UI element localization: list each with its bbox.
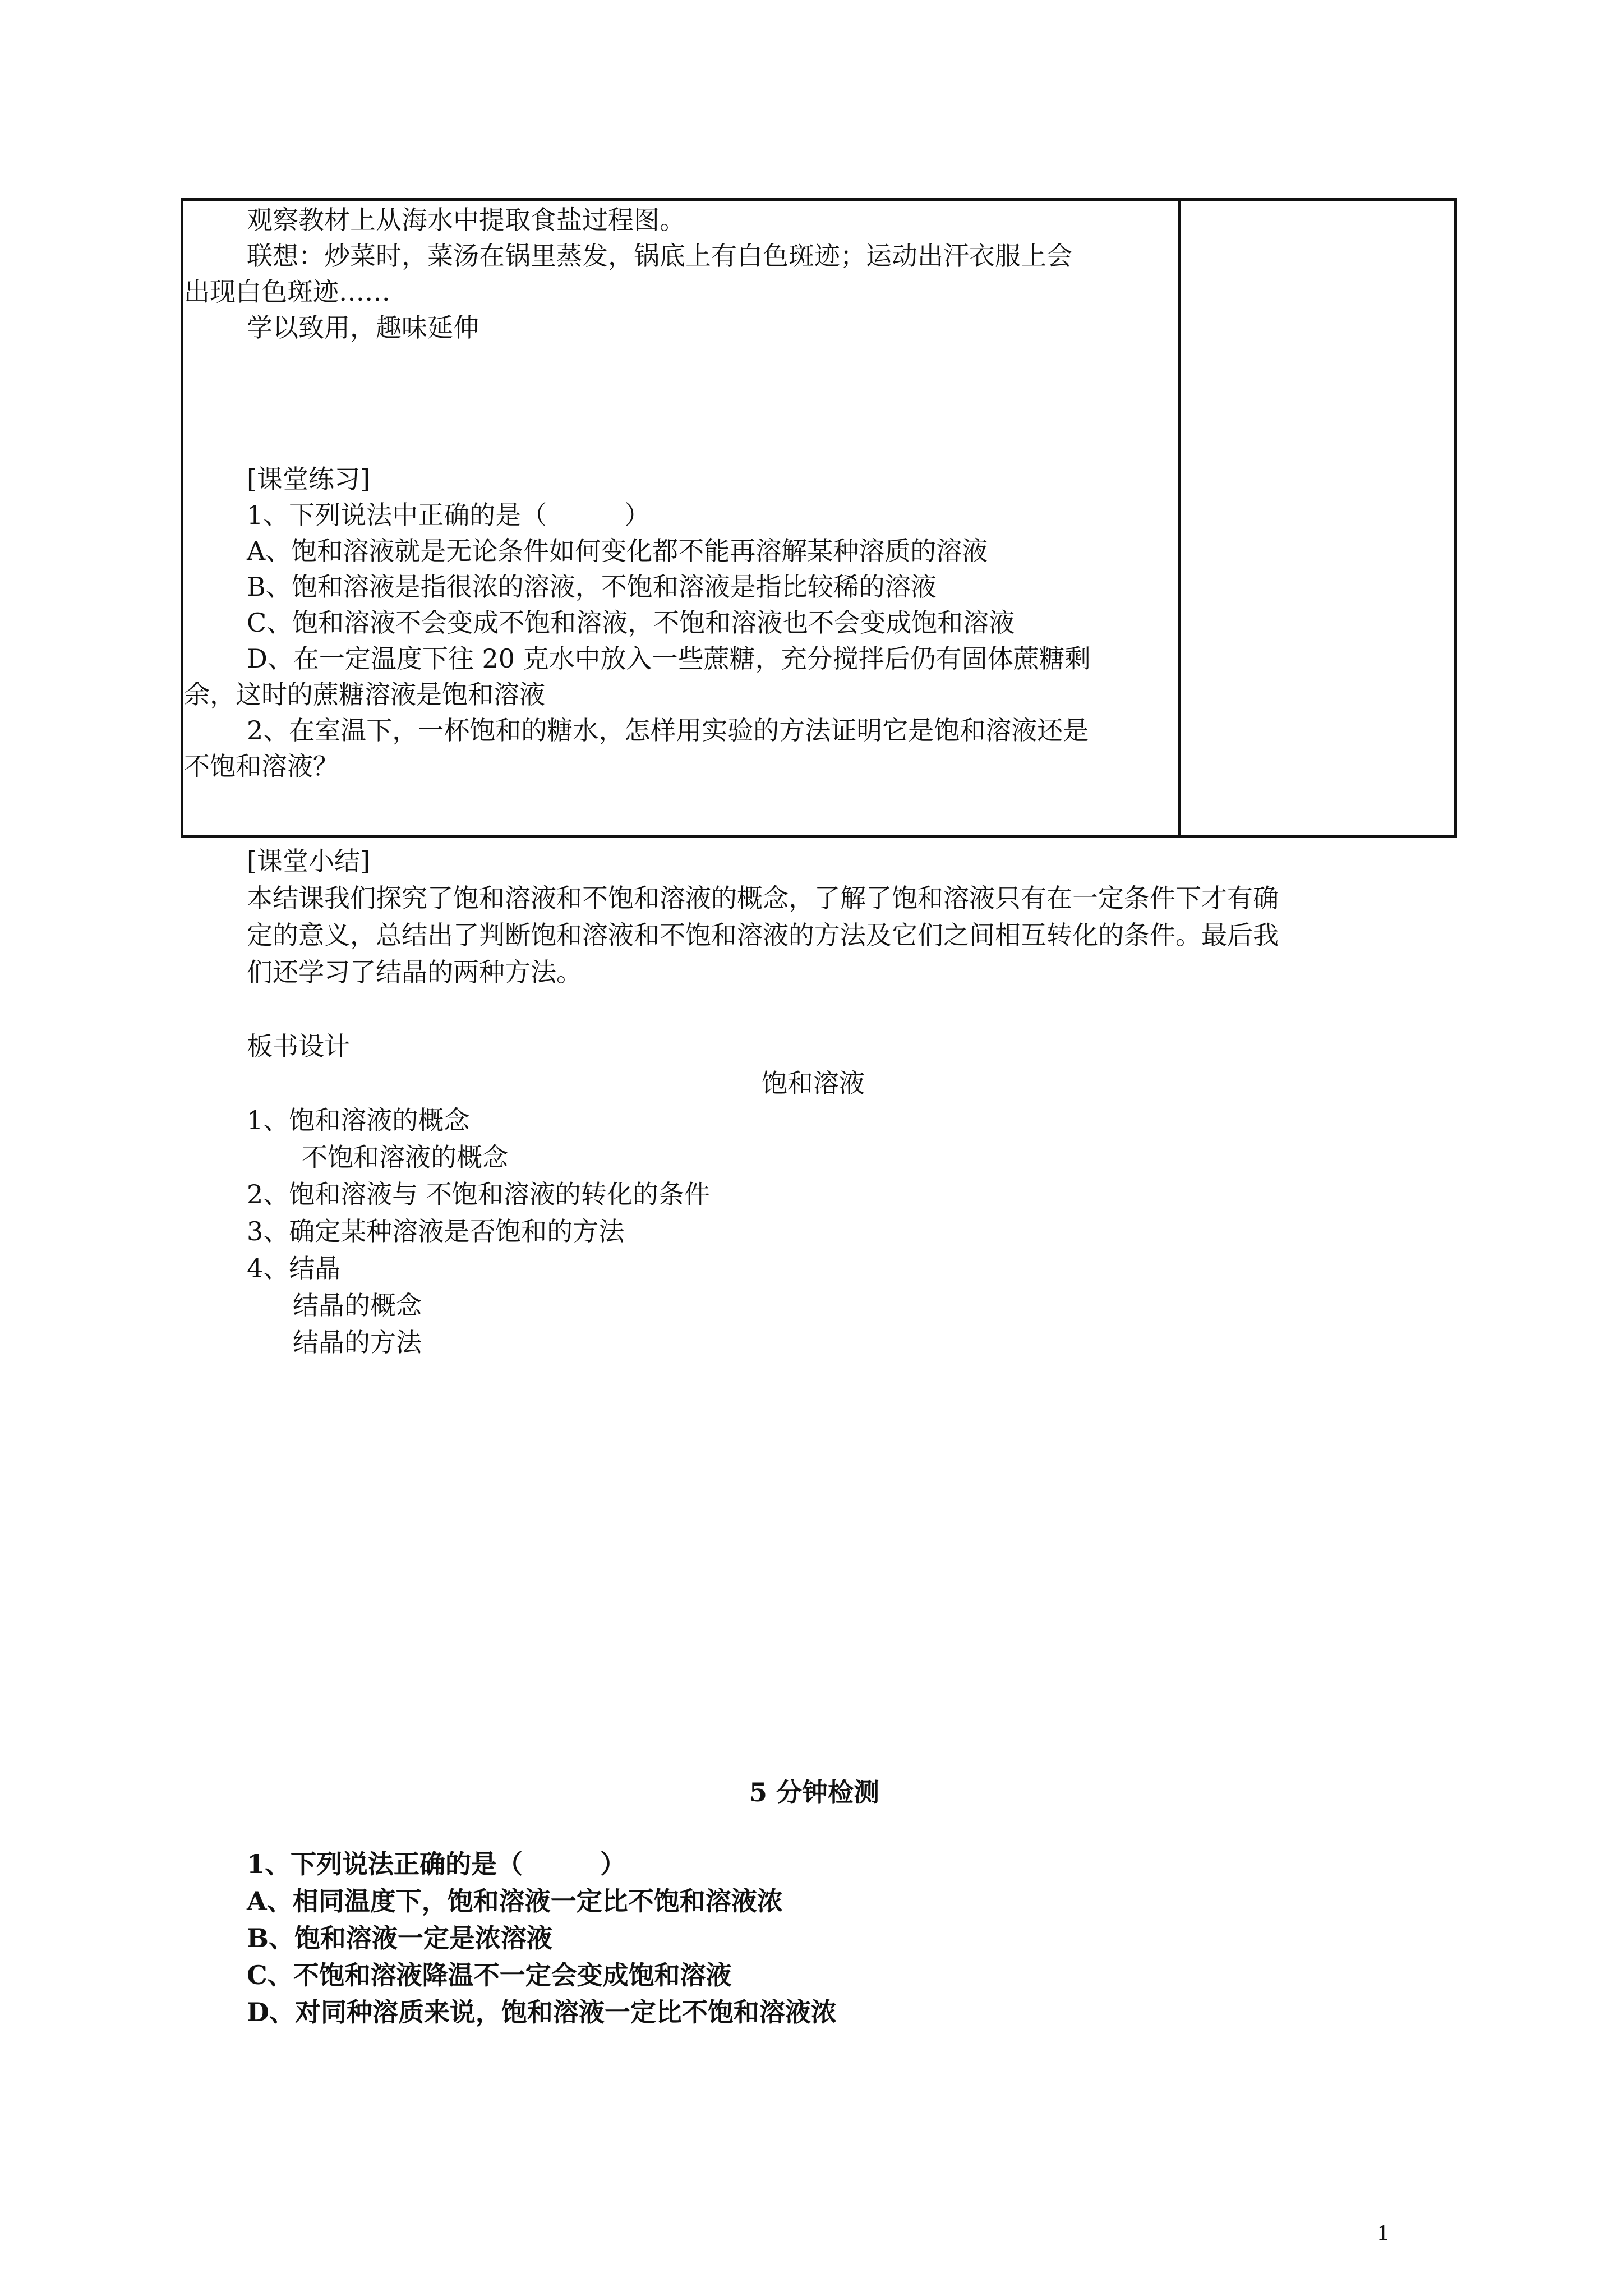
summary-line-3: 们还学习了结晶的两种方法。 — [247, 957, 582, 987]
practice-question-1: 1、下列说法中正确的是（ ） — [247, 500, 651, 530]
association-line-2: 出现白色斑迹…… — [184, 277, 390, 307]
board-heading: 饱和溶液 — [762, 1068, 865, 1098]
check-title: 5 分钟检测 — [749, 1777, 880, 1807]
board-item-4: 4、结晶 — [247, 1253, 341, 1283]
practice-q1-option-b: B、饱和溶液是指很浓的溶液，不饱和溶液是指比较稀的溶液 — [247, 572, 937, 602]
page-number: 1 — [1377, 2220, 1389, 2245]
practice-q1-option-d-line-2: 余，这时的蔗糖溶液是饱和溶液 — [184, 679, 545, 710]
practice-question-2-line-1: 2、在室温下，一杯饱和的糖水，怎样用实验的方法证明它是饱和溶液还是 — [247, 715, 1089, 746]
board-title: 板书设计 — [247, 1031, 350, 1061]
summary-line-2: 定的意义，总结出了判断饱和溶液和不饱和溶液的方法及它们之间相互转化的条件。最后我 — [247, 920, 1279, 950]
summary-line-1: 本结课我们探究了饱和溶液和不饱和溶液的概念，了解了饱和溶液只有在一定条件下才有确 — [247, 883, 1279, 913]
board-item-3: 3、确定某种溶液是否饱和的方法 — [247, 1216, 625, 1246]
board-item-4-sub-2: 结晶的方法 — [293, 1327, 422, 1358]
summary-title: [课堂小结] — [247, 846, 370, 876]
check-option-c: C、不饱和溶液降温不一定会变成饱和溶液 — [247, 1960, 732, 1990]
board-item-1: 1、饱和溶液的概念 — [247, 1105, 470, 1135]
apply-text: 学以致用，趣味延伸 — [247, 312, 479, 343]
practice-q1-option-d-line-1: D、在一定温度下往 20 克水中放入一些蔗糖，充分搅拌后仍有固体蔗糖剩 — [247, 643, 1091, 674]
practice-title: [课堂练习] — [247, 464, 370, 494]
practice-question-2-line-2: 不饱和溶液？ — [184, 751, 339, 781]
check-option-d: D、对同种溶质来说，饱和溶液一定比不饱和溶液浓 — [247, 1997, 837, 2027]
board-item-4-sub-1: 结晶的概念 — [293, 1290, 422, 1320]
check-option-b: B、饱和溶液一定是浓溶液 — [247, 1923, 552, 1953]
association-line-1: 联想：炒菜时，菜汤在锅里蒸发，锅底上有白色斑迹；运动出汗衣服上会 — [247, 241, 1072, 271]
check-question-1: 1、下列说法正确的是（ ） — [247, 1849, 626, 1879]
board-item-1-sub: 不饱和溶液的概念 — [302, 1142, 508, 1172]
check-option-a: A、相同温度下，饱和溶液一定比不饱和溶液浓 — [247, 1886, 783, 1916]
practice-q1-option-a: A、饱和溶液就是无论条件如何变化都不能再溶解某种溶质的溶液 — [247, 536, 988, 566]
board-item-2: 2、饱和溶液与 不饱和溶液的转化的条件 — [247, 1179, 710, 1209]
table-content-cell — [181, 198, 1179, 838]
practice-q1-option-c: C、饱和溶液不会变成不饱和溶液，不饱和溶液也不会变成饱和溶液 — [247, 608, 1015, 638]
observe-text: 观察教材上从海水中提取食盐过程图。 — [247, 205, 685, 235]
